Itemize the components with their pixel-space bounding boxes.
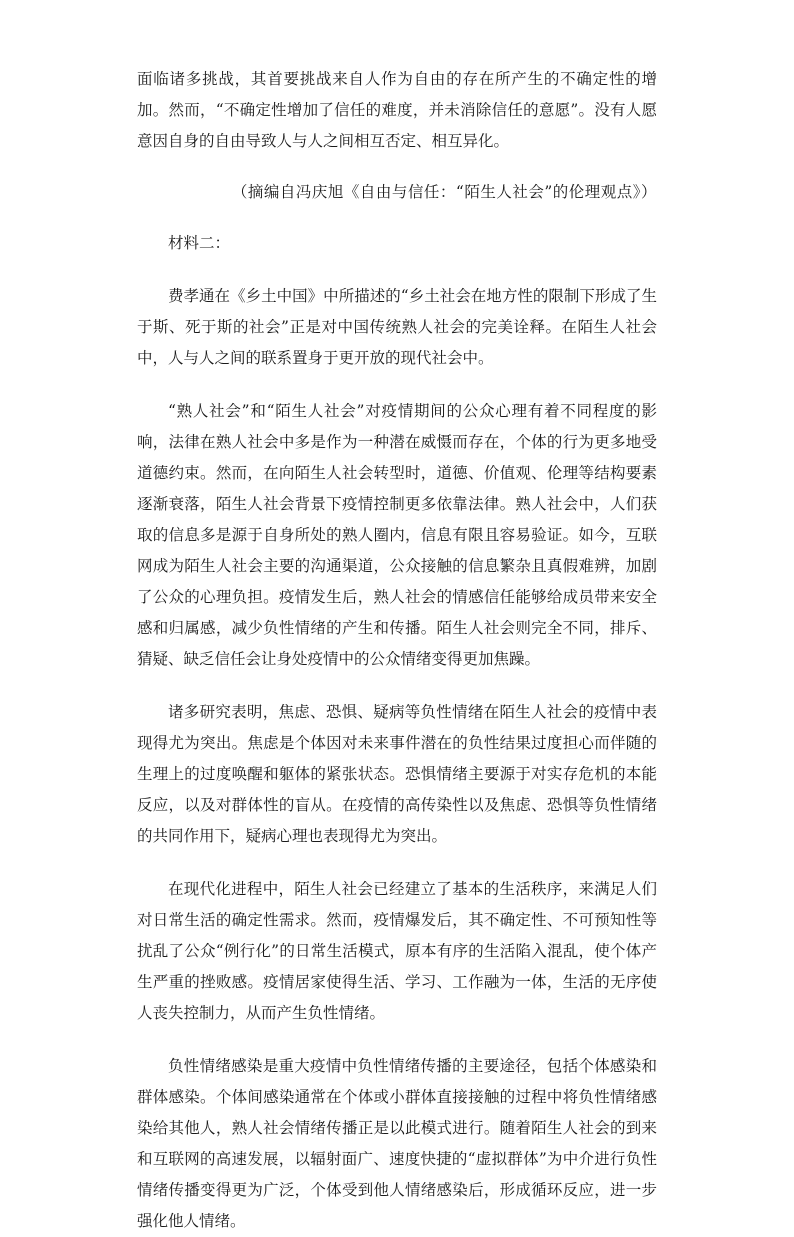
body-paragraph: 费孝通在《乡土中国》中所描述的“乡土社会在地方性的限制下形成了生于斯、死于斯的社会”正是对中国传统熟人社会的完美诠释。在陌生人社会中，人与人之间的联系置身于更开放的现代社会中。 — [137, 287, 657, 367]
body-paragraph: 在现代化进程中，陌生人社会已经建立了基本的生活秩序，来满足人们对日常生活的确定性需求。然而，疫情爆发后，其不确定性、不可预知性等扰乱了公众“例行化”的日常生活模式，原本有序的生活陷入混乱，使个体产生严重的挫败感。疫情居家使得生活、学习、工作融为一体，生活的无序使人丧失控制力，从而产生负性情绪。 — [137, 880, 657, 1022]
body-paragraph: 诸多研究表明，焦虑、恐惧、疑病等负性情绪在陌生人社会的疫情中表现得尤为突出。焦虑是个体因对未来事件潜在的负性结果过度担心而伴随的生理上的过度唤醒和躯体的紧张状态。恐惧情绪主要源于对实存危机的本能反应，以及对群体性的盲从。在疫情的高传染性以及焦虑、恐惧等负性情绪的共同作用下，疑病心理也表现得尤为突出。 — [137, 703, 657, 845]
material-heading: 材料二： — [168, 234, 231, 252]
body-paragraph: “熟人社会”和“陌生人社会”对疫情期间的公众心理有着不同程度的影响，法律在熟人社会中多是作为一种潜在威慑而存在，个体的行为更多地受道德约束。然而，在向陌生人社会转型时，道德、价值观、伦理等结构要素逐渐衰落，陌生人社会背景下疫情控制更多依靠法律。熟人社会中，人们获取的信息多是源于自身所处的熟人圈内，信息有限且容易验证。如今，互联网成为陌生人社会主要的沟通渠道，公众接触的信息繁杂且真假难辨，加剧了公众的心理负担。疫情发生后，熟人社会的情感信任能够给成员带来安全感和归属感，减少负性情绪的产生和传播。陌生人社会则完全不同，排斥、猜疑、缺乏信任会让身处疫情中的公众情绪变得更加焦躁。 — [137, 402, 657, 668]
body-paragraph: 负性情绪感染是重大疫情中负性情绪传播的主要途径，包括个体感染和群体感染。个体间感染通常在个体或小群体直接接触的过程中将负性情绪感染给其他人，熟人社会情绪传播正是以此模式进行。随着陌生人社会的到来和互联网的高速发展，以辐射面广、速度快捷的“虚拟群体”为中介进行负性情绪传播变得更为广泛，个体受到他人情绪感染后，形成循环反应，进一步强化他人情绪。 — [137, 1057, 657, 1230]
opening-paragraph: 面临诸多挑战，其首要挑战来自人作为自由的存在所产生的不确定性的增加。然而，“不确定性增加了信任的难度，并未消除信任的意愿”。没有人愿意因自身的自由导致人与人之间相互否定、相互异化。 — [137, 70, 657, 150]
source-citation: （摘编自冯庆旭《自由与信任：“陌生人社会”的伦理观点》） — [231, 183, 657, 201]
